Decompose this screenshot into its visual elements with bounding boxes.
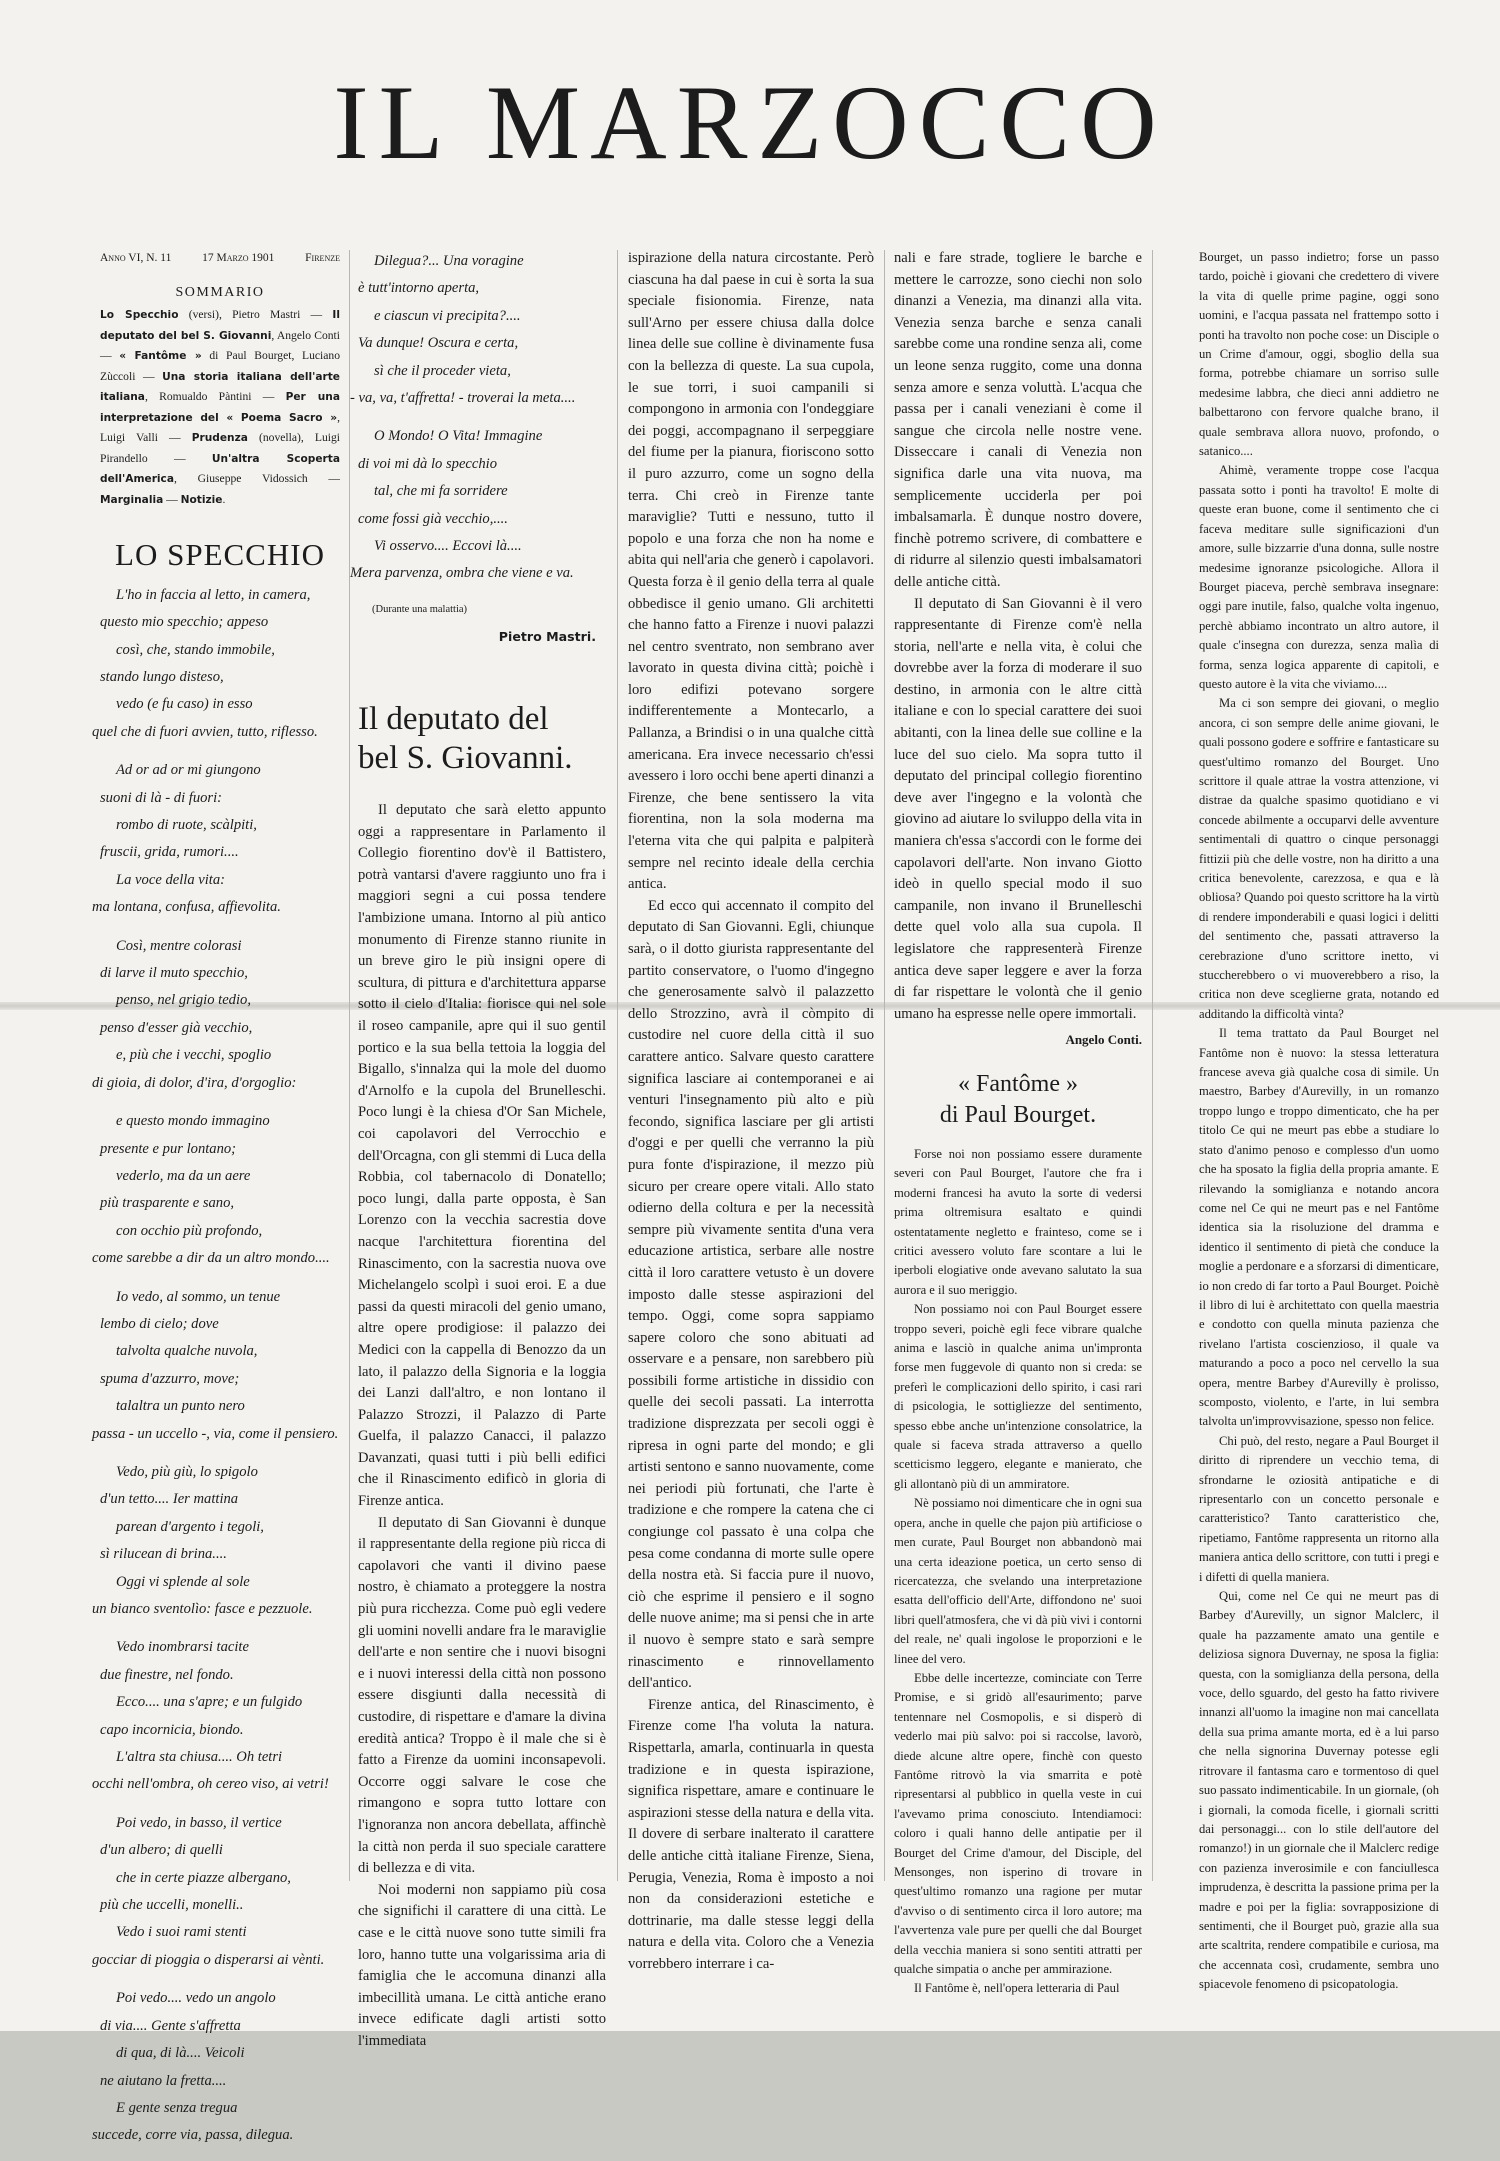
sommario-entry-author: Luigi Pirandello — bbox=[100, 431, 341, 465]
paragraph: Chi può, del resto, negare a Paul Bourget il diritto di riprendere un vecchio tema, di sfrondarne le oziosità antipatiche e di ripresentarlo con un concetto personale e caratteristico? Tanto caratteristico che, ripetiamo, Fantôme rappresenta un ritorno alla maniera antica dello scrittore, con tutti i pregi e i difetti di quella maniera. bbox=[1199, 1433, 1439, 1584]
review-title-line: di Paul Bourget. bbox=[939, 1101, 1097, 1128]
review-body bbox=[894, 1145, 1142, 1999]
sommario-entry-note: , bbox=[271, 328, 277, 342]
sommario-entry-title: Il deputato del bel S. Giovanni bbox=[100, 309, 340, 342]
issue-place: Firenze bbox=[305, 252, 340, 264]
poem-line: L'altra sta chiusa.... Oh tetri bbox=[116, 1749, 283, 1766]
poem-line: Mera parvenza, ombra che viene e va. bbox=[350, 565, 574, 582]
poem-line: di larve il muto specchio, bbox=[100, 965, 248, 982]
poem-line: ne aiutano la fretta.... bbox=[100, 2072, 227, 2089]
poem-line: di gioia, di dolor, d'ira, d'orgoglio: bbox=[92, 1074, 297, 1091]
paragraph: Non possiamo noi con Paul Bourget essere troppo severi, poichè egli fece vibrare qualche anima e lasciò in qualche anima un'impronta forse men fuggevole di quanto non si creda: se preferì le complicazioni dello spirito, i casi rari di psicologia, le sottigliezze del sentimento, spesso ebbe anche un'intenzione consolatrice, la quale si faceva strada attraverso a quello scetticismo leggero, elegante e manierato, che gli allontanò più di un ammiratore. bbox=[894, 1302, 1142, 1491]
sommario-entry-title: Un'altra Scoperta dell'America bbox=[100, 452, 340, 486]
poem-line: che in certe piazze albergano, bbox=[116, 1869, 291, 1886]
issue-date: 17 Marzo 1901 bbox=[202, 252, 275, 264]
poem-stanza bbox=[350, 423, 606, 587]
poem-line: presente e pur lontano; bbox=[100, 1140, 237, 1157]
column-rule bbox=[349, 250, 350, 1881]
poem-stanzas-continued bbox=[350, 248, 606, 588]
poem-stanza bbox=[92, 1459, 340, 1623]
sommario-entry-author: Luciano Zùccoli — bbox=[100, 349, 340, 383]
poem-line: quel che di fuori avvien, tutto, riflesso. bbox=[92, 723, 318, 740]
sommario-entry-title: Una storia italiana dell'arte italiana bbox=[100, 370, 340, 404]
paragraph: Ahimè, veramente troppe cose l'acqua passata sotto i ponti ha travolto! E molte di queste eran buone, come il sentimento che ci faceva meditare sulle significazioni d'un amore, sulle bizzarrie d'una donna, sulle nostre medesime ignoranze psicologiche. Allora il Bourget piaceva, perchè sembrava insegnare: oggi pare inutile, falso, qualche volta ingenuo, perchè abbiamo incontrato un altro autore, il quale c'insegna con durezza, senza malìa di forma, senza logica apparente di capitoli, e questo autore è la vita che viviamo.... bbox=[1199, 463, 1439, 691]
poem-line: passa - un uccello -, via, come il pensiero. bbox=[92, 1425, 339, 1442]
column-1 bbox=[92, 248, 341, 2161]
sommario-entry-note: , bbox=[144, 390, 160, 404]
poem-line: Ad or ad or mi giungono bbox=[116, 762, 261, 779]
poem-stanza bbox=[92, 1985, 340, 2149]
sommario-entry-author: Romualdo Pàntini — bbox=[159, 390, 286, 404]
poem-line: sì rilucean di brina.... bbox=[100, 1546, 227, 1563]
poem-line: tal, che mi fa sorridere bbox=[374, 483, 508, 500]
poem-line: come sarebbe a dir da un altro mondo.... bbox=[92, 1250, 330, 1267]
poem-line: e ciascun vi precipita?.... bbox=[374, 307, 521, 324]
poem-stanza bbox=[92, 1284, 340, 1448]
masthead-title: IL MARZOCCO bbox=[333, 64, 1167, 181]
paragraph: Ed ecco qui accennato il compito del deputato di San Giovanni. Egli, chiunque sarà, o il dotto giurista rappresentante del partito conservatore, o l'uomo d'ingegno che generosamente salvò il palazzetto dello Strozzino, avrà il còmpito di custodire nel cuore della città il suo carattere antico. Salvare questo carattere significa lasciare ai contemporanei e ai venturi l'insegnamento più alto e più fecondo, significa lasciare per gli artisti d'oggi e per quelli che verranno la più pura fonte d'ispirazione, il mezzo più sicuro per creare opere vitali. Allo stato odierno della coltura e per la necessità sempre più vivamente sentita d'una vera educazione artistica, serbare alle nostre città il loro carattere vetusto è un dovere imposto dalle stesse aspirazioni del tempo. Oggi, come sopra sappiamo sapere coloro che sono abituati ad osservare e a pensare, non sarebbero più possibili forme artistiche in dissidio con quelle dei secoli passati. La interrotta tradizione disprezzata per secoli oggi è ripresa in ogni parte del mondo; e gli artisti sentono e sanno nuovamente, come nei periodi più fortunati, che l'arte è tradizione e che rompere la catena che ci congiunge col passato è una colpa che pesa come condanna di morte sulle opere della nostra età. Si faccia pure il nuovo, ciò che esprime il pensiero e il sogno delle nuove anime; ma si pensi che in arte il nuovo è sempre stato e sarà sempre rinascimento e rinnovellamento dell'antico. bbox=[628, 897, 874, 1692]
poem-line: succede, corre via, passa, dilegua. bbox=[92, 2127, 294, 2144]
sommario-entry-note: di Paul Bourget, bbox=[201, 349, 302, 363]
poem-line: E gente senza tregua bbox=[116, 2099, 238, 2116]
poem-stanza bbox=[350, 248, 606, 412]
poem-line: Poi vedo, in basso, il vertice bbox=[116, 1814, 282, 1831]
poem-line: talaltra un punto nero bbox=[116, 1398, 245, 1415]
article-body-continued bbox=[894, 248, 1142, 1025]
poem-stanza bbox=[92, 933, 340, 1097]
sommario-entry-note: (novella), bbox=[247, 431, 315, 445]
poem-line: spuma d'azzurro, move; bbox=[100, 1370, 240, 1387]
sommario-entry-author: Giuseppe Vidossich — bbox=[197, 472, 340, 486]
poem-line: con occhio più profondo, bbox=[116, 1222, 263, 1239]
article-signature: Angelo Conti. bbox=[1065, 1032, 1142, 1048]
poem-line: è tutt'intorno aperta, bbox=[358, 280, 480, 297]
poem-line: occhi nell'ombra, oh cereo viso, ai vetri! bbox=[92, 1776, 329, 1793]
poem-line: vederlo, ma da un aere bbox=[116, 1167, 251, 1184]
sommario-entry-title: Prudenza bbox=[191, 432, 248, 445]
paragraph: Il Fantôme è, nell'opera letteraria di Paul bbox=[914, 1981, 1120, 1996]
review-title-line: « Fantôme » bbox=[958, 1070, 1078, 1097]
poem-line: Io vedo, al sommo, un tenue bbox=[116, 1288, 281, 1305]
sommario-entry-author: Pietro Mastri — bbox=[232, 308, 333, 322]
poem-line: di qua, di là.... Veicoli bbox=[116, 2045, 245, 2062]
sommario-entry-note: — bbox=[163, 492, 181, 506]
poem-line: e, più che i vecchi, spoglio bbox=[116, 1047, 272, 1064]
poem-line: talvolta qualche nuvola, bbox=[116, 1343, 258, 1360]
poem-line: L'ho in faccia al letto, in camera, bbox=[116, 586, 311, 603]
poem-stanza bbox=[92, 757, 340, 921]
poem-line: penso, nel grigio tedio, bbox=[116, 992, 251, 1009]
paragraph: Il deputato che sarà eletto appunto oggi a rappresentare in Parlamento il Collegio fiorentino dov'è il Battistero, potrà vantarsi d'avere raggiunto uno fra i maggiori segni a cui possa tendere l'ambizione umana. Intorno al più antico monumento di Firenze stanno riunite in un breve giro le più insigni opere di scultura, di pittura e d'architettura apparse sotto il cielo d'Italia: fiorisce qui nel sole il roseo campanile, apre qui il suo gentil portico e la sua bella tettoia la loggia del Bigallo, s'innalza qui la mole del duomo d'Arnolfo e la cupola del Brunelleschi. Poco lungi è la chiesa d'Or San Michele, coi capolavori del Verrocchio e dell'Orcagna, con gli stemmi di Luca della Robbia, col tabernacolo di Donatello; poco lungi, dalla parte opposta, è San Lorenzo con la vecchia sacrestia dove nacque l'architettura fiorentina del Rinascimento, con la sacrestia nuova ove Michelangelo scolpì i suoi eroi. E a due passi da questi miracoli del genio umano, altre opere prodigiose: il palazzo dei Medici con la cappella di Benozzo da un lato, il palazzo della Signoria e la loggia dei Lanzi dall'altro, e non lontano il Palazzo Strozzi, il Palazzo di Parte Guelfa, il palazzo Canacci, il palazzo Davanzati, quasi tutti i più belli edifici che il Rinascimento edificò in gloria di Firenze antica. bbox=[358, 802, 606, 1510]
sommario-entry-author: Luigi Valli — bbox=[100, 431, 192, 445]
paragraph: Il tema trattato da Paul Bourget nel Fantôme non è nuovo: la stessa letteratura francese aveva già qualche cosa di simile. Un maestro, Barbey d'Aurevilly, in un romanzo troppo lungo e troppo dimenticato, che ha per titolo Ce qui ne meurt pas ebbe a studiare lo stato d'animo penoso e complesso d'un uomo che ha sposato la figlia della propria amante. E rilevando la somiglianza e notando ancora come nel Ce qui ne meurt pas e nel Fantôme identica sia la risoluzione del dramma e identico il sentimento di pietà che conduce la moglie a perdonare e a sforzarsi di dimenticare, io non credo di far torto a Paul Bourget. Poichè il libro di lui è architettato con quella maestria e condotto con quella minuta pazienza che rivelano l'artista coscienzioso, il quale va maturando a poco a poco nel cervello la sua opera, mentre Barbey d'Aurevilly è prolisso, scomposto, violento, e l'arte, in lui sembra talvolta un'improvvisazione, spesso non felice. bbox=[1199, 1026, 1439, 1429]
review-title bbox=[894, 1069, 1142, 1131]
sommario-list bbox=[100, 305, 340, 510]
poem-line: rombo di ruote, scàlpiti, bbox=[116, 817, 257, 834]
poem-line: penso d'esser già vecchio, bbox=[100, 1019, 253, 1036]
column-rule bbox=[1152, 250, 1153, 1881]
poem-line: stando lungo disteso, bbox=[100, 669, 224, 685]
poem-line: capo incornicia, biondo. bbox=[100, 1721, 244, 1738]
sommario-entry-title: « Fantôme » bbox=[119, 350, 202, 363]
dateline bbox=[100, 248, 340, 270]
sommario-entry-note: , bbox=[337, 410, 340, 424]
poem-line: Vedo, più giù, lo spigolo bbox=[116, 1463, 258, 1480]
poem-stanza bbox=[92, 1810, 340, 1974]
poem-line: di voi mi dà lo specchio bbox=[358, 455, 498, 472]
sommario-entry-title: Marginalia bbox=[100, 493, 164, 506]
poem-line: Poi vedo.... vedo un angolo bbox=[116, 1990, 276, 2007]
poem-line: - va, va, t'affretta! - troverai la meta.... bbox=[350, 390, 576, 407]
paragraph: Il deputato di San Giovanni è dunque il rappresentante della regione più ricca di capolavori che vanti il divino paese nostro, è chiamato a proteggere la nostra più pura ricchezza. Come può egli vedere gli uomini novelli andare fra le maraviglie dell'arte e non sentire che i nuovi bisogni e i nuovi interessi della città non possono essere disgiunti dalla necessità di custodire, di rispettare e d'amare la divina eredità antica? Troppo è il male che si è fatto a Firenze da uomini inconsapevoli. Occorre oggi salvare le cose che rimangono e sopra tutto lottare con l'ignoranza non ancora debellata, affinchè la città non perda il suo speciale carattere di bellezza e di vita. bbox=[358, 1514, 606, 1877]
paragraph: Il deputato di San Giovanni è il vero rappresentante di Firenze com'è nella storia, nell'arte e nella vita, è colui che dovrebbe aver la forza di moderare il suo destino, in armonia con le altre città italiane e con lo special carattere dei suoi abitanti, con la linea delle sue colline e la luce del suo cielo. Ma sopra tutto il deputato del principal collegio fiorentino deve aver l'ingegno e la volontà che giovino ad aiutare lo sviluppo della vita in maniera ch'essa s'accordi con le forme dei capolavori dell'arte. Non invano Giotto ideò in quello special modo il suo campanile, non invano il Brunelleschi dette quel volo alla sua cupola. Il legislatore che rappresenterà Firenze antica deve saper leggere e aver la forza di far rispettare le volontà che il genio umano ha espresse nelle opere immortali. bbox=[894, 595, 1142, 1022]
column-5 bbox=[1199, 248, 1439, 1995]
poem-stanza bbox=[92, 1634, 340, 1798]
poem-line: di via.... Gente s'affretta bbox=[100, 2017, 241, 2034]
sommario-entry-title: Notizie bbox=[180, 493, 223, 506]
paragraph: Qui, come nel Ce qui ne meurt pas di Barbey d'Aurevilly, un signor Malclerc, il quale ha pazzamente amato una gentile e deliziosa signora Duvernay, ne sposa la figlia: questa, con la somiglianza della persona, della voce, dello sguardo, del gesto ha fatto rivivere innanzi all'uomo la imagine non mai cancellata della sua prima amante morta, ed è a lui parso che nella signorina Duvernay potesse egli ritrovare il fantasma caro e tormentoso di quel suo passato indimenticabile. In un giornale, (oh i giornali, la comoda ficelle, i giornali scritti dai personaggi... con lo stile dell'autore del romanzo!) in un giornale che il Malclerc redige con pazienza inverosimile e con fanciullesca imprudenza, è descritta la passione prima per la madre e poi per la figlia: sovrapposizione di sentimenti, che il Bourget può, grazie alla sua arte scaltrita, rendere compatibile e curiosa, ma che accennata così, crudamente, sembra uno spiacevole fenomeno di psicopatologia. bbox=[1199, 1589, 1439, 1992]
poem-author: Pietro Mastri. bbox=[498, 629, 596, 645]
poem-line: questo mio specchio; appeso bbox=[100, 614, 269, 631]
poem-stanza bbox=[92, 582, 340, 746]
sommario-entry-note: , bbox=[173, 472, 198, 486]
poem-line: sì che il proceder vieta, bbox=[374, 362, 511, 379]
poem-title: LO SPECCHIO bbox=[115, 537, 325, 573]
article-body bbox=[358, 800, 606, 2052]
column-rule bbox=[884, 250, 885, 1881]
poem-stanzas bbox=[92, 582, 340, 2150]
poem-line: Dilegua?... Una voragine bbox=[374, 253, 524, 269]
column-rule bbox=[617, 250, 618, 1881]
poem-line: come fossi già vecchio,.... bbox=[358, 510, 508, 527]
poem-line: vedo (e fu caso) in esso bbox=[116, 696, 253, 713]
sommario-entry-author: Angelo Conti — bbox=[100, 328, 340, 363]
poem-line: gocciar di pioggia o disperarsi ai vènti. bbox=[92, 1951, 325, 1968]
sommario-entry-title: Lo Specchio bbox=[100, 309, 179, 322]
poem-line: così, che, stando immobile, bbox=[116, 641, 275, 658]
paragraph: Forse noi non possiamo essere duramente severi con Paul Bourget, l'autore che fra i moderni francesi ha avuto la sorte di vedersi prima oltremisura esaltato e quindi ostentatamente negletto e frainteso, come se i critici avessero voluto fare scontare a lui le iperboli elogiative onde avevano salutato la sua aurora e il suo meriggio. bbox=[894, 1146, 1142, 1297]
poem-stanza bbox=[92, 1108, 340, 1272]
column-3 bbox=[628, 248, 874, 1976]
poem-line: ma lontana, confusa, affievolita. bbox=[92, 899, 281, 916]
poem-line: un bianco sventolìo: fasce e pezzuole. bbox=[92, 1601, 313, 1617]
review-body-continued bbox=[1199, 248, 1439, 1995]
poem-line: Vedo i suoi rami stenti bbox=[116, 1924, 247, 1941]
poem-line: O Mondo! O Vita! Immagine bbox=[374, 428, 543, 445]
poem-note: (Durante una malattia) bbox=[372, 603, 468, 615]
paragraph: Firenze antica, del Rinascimento, è Firenze come l'ha voluta la natura. Rispettarla, amarla, continuarla in questa tradizione e in questa ispirazione, significa rispettare, amare e continuare le aspirazioni stesse della natura e della vita. Il dovere di serbare inalterato il carattere delle antiche città italiane Firenze, Siena, Perugia, Venezia, Roma è imposto a noi non da considerazioni estetiche e dottrinarie, ma dalle stesse leggi della natura e della vita. Coloro che a Venezia vorrebbero interrare i ca- bbox=[628, 1696, 874, 1972]
article-body-continued bbox=[628, 248, 874, 1976]
poem-line: più che uccelli, monelli.. bbox=[100, 1897, 244, 1914]
poem-line: lembo di cielo; dove bbox=[100, 1315, 219, 1332]
poem-line: più trasparente e sano, bbox=[100, 1195, 235, 1212]
sommario-entry-note: (versi), bbox=[178, 308, 233, 322]
paragraph: Ebbe delle incertezze, cominciate con Terre Promise, e si gridò all'esaurimento; parve tentennare nel Cosmopolis, e si disperò di vederlo mai più salvo: poi si raccolse, lavorò, diede alcune altre opere, finchè con questo Fantôme ritrovò la via smarrita e potè ripresentarsi al pubblico in quella veste in cui l'avevamo prima conosciuto. Intendiamoci: coloro i quali hanno delle antipatie per il Bourget del Crime d'amour, del Disciple, del Mensonges, non isperino di trovare in quest'ultimo romanzo una ragione per mutar d'avviso o di sentimento circa il loro autore; ma l'avvertenza vale pure per quelli che dal Bourget della vecchia maniera si sono sentiti attratti per qualche simpatia o anche per ammirazione. bbox=[894, 1670, 1142, 1977]
poem-line: Oggi vi splende al sole bbox=[116, 1573, 250, 1590]
poem-line: Vi osservo.... Eccovi là.... bbox=[374, 538, 522, 555]
sommario-title: SOMMARIO bbox=[175, 284, 265, 300]
paragraph: nali e fare strade, togliere le barche e mettere le carrozze, sono ciechi non solo dinanzi a Venezia, ma dinanzi alla vita. Venezia senza barche e senza canali sarebbe come una rondine senza ali, come un leone senza ruggito, come una donna senza amore e senza voluttà. L'acqua che passa per i canali veneziani è come il sangue che circola nelle nostre vene. Disseccare i canali di Venezia non significa darle una vita nuova, ma semplicemente ucciderla per poi imbalsamarla. È dunque nostro dovere, finchè potremo scrivere, di combattere e di ridurre al silenzio questi imbalsamatori delle antiche città. bbox=[894, 250, 1142, 590]
poem-line: e questo mondo immagino bbox=[116, 1113, 270, 1130]
poem-line: La voce della vita: bbox=[116, 871, 226, 888]
paragraph: ispirazione della natura circostante. Però ciascuna ha dal paese in cui è sorta la sua speciale fisionomia. Firenze, nata sull'Arno per essere chiusa dalla dolce linea delle sue colline è divinamente fusa con la bellezza di queste. La sua cupola, le sue torri, i suoi campanili si compongono in armonia con l'ondeggiare dei poggi, accompagnano il serpeggiare del fiume per la pianura, fioriscono sotto il puro azzurro, come un sogno della terra. Chi creò in Firenze tante maraviglie? Tutti e nessuno, tutto il popolo e una forza che non ha nome e abita qui nell'aria che generò i capolavori. Questa forza è il genio della terra al quale obbediscе il genio umano. Gli architetti che hanno fatto a Firenze i nuovi palazzi nel centro sventrato, non sembrano aver lavorato in questa divina città; poichè i loro edifizi potevano sorgere indifferentemente a Montecarlo, a Pallanza, a Brindisi o in una qualche città americana. Era invece necessario ch'essi avessero i loro occhi bene aperti dinanzi a Firenze, che bene sentissero la vita fiorentina, non la sola moderna ma l'eterna vita che qui palpita e palpiterà sempre nel recinto ideale della cerchia antica. bbox=[628, 250, 874, 893]
paragraph: Ma ci son sempre dei giovani, o meglio ancora, ci son sempre delle anime giovani, le quali possono godere e soffrire e fantasticare su quest'ultimo romanzo del Bourget. Uno scrittore il quale attrae la vostra attenzione, vi distrae da qualche spasimo quotidiano e vi concede abilmente a occuparvi delle avventure sentimentali di quattro o cinque personaggi fittizii più che delle vostre, non ha diritto a una critica benevolente, carezzosa, e qua e là obliosa? Quando poi questo scrittore ha la virtù di rendere imponderabili e quasi logici i delitti del sentimento che, passati attraverso la cerebrazione d'uno scrittore inetto, vi stuccherebbero o vi muoverebbero a riso, la critica non deve sceglierne grata, notando ed additando la difficoltà vinta? bbox=[1199, 696, 1440, 1021]
poem-line: fruscii, grida, rumori.... bbox=[100, 844, 239, 861]
poem-line: Ecco.... una s'apre; e un fulgido bbox=[116, 1694, 303, 1711]
article-title bbox=[358, 700, 606, 778]
poem-line: d'un albero; di quelli bbox=[100, 1842, 223, 1859]
article-title-line: Il deputato del bbox=[358, 701, 549, 738]
poem-line: due finestre, nel fondo. bbox=[100, 1666, 234, 1683]
poem-line: Vedo inombrarsi tacite bbox=[116, 1639, 249, 1656]
poem-line: suoni di là - di fuori: bbox=[100, 789, 223, 806]
paragraph: Bourget, un passo indietro; forse un passo tardo, poichè i giovani che credettero di vivere la vita di quelle prime pagine, oggi sono uomini, e l'acqua passata nel frattempo sotto i ponti ha travolto non poche cose: un Disciple o un Crime d'amour, oggi, sboglio della sua forma, potrebbe chiamare un sorriso sulle medesime labbra, che dieci anni addietro ne balbettarono con fervore qualche brano, il quale sembrava allora nuovo, profondo, o satanico.... bbox=[1199, 250, 1439, 459]
paragraph: Nè possiamo noi dimenticare che in ogni sua opera, anche in quelle che pajon più artificiose o men curate, Paul Bourget non abbandonò mai una certa ideazione poetica, un certo senso di ricercatezza, che svelando una interpretazione esatta dell'officio dell'Arte, diffondono ne' suoi libri quell'atmosfera, che vi dà più vivi i contorni del reale, ne' quali ingolose le proporzioni e le linee del vero. bbox=[894, 1496, 1142, 1666]
issue-number: Anno VI, N. 11 bbox=[100, 252, 172, 264]
article-title-line: bel S. Giovanni. bbox=[358, 740, 573, 777]
sommario-entry-note: . bbox=[222, 492, 226, 506]
sommario-entry-title: Per una interpretazione del « Poema Sacro » bbox=[100, 391, 340, 424]
poem-line: d'un tetto.... Ier mattina bbox=[100, 1491, 239, 1508]
column-2 bbox=[350, 248, 606, 2053]
column-4 bbox=[894, 248, 1142, 1999]
paragraph: Noi moderni non sappiamo più cosa che significhi il carattere di una città. Le case e le città nuove sono tutte simili fra loro, hanno tutte una volgarissima aria di famiglia che le accomuna dinanzi alla imbecillità umana. Le città antiche erano invece edificate dagli artisti sotto l'immediata bbox=[358, 1881, 606, 2049]
poem-line: Va dunque! Oscura e certa, bbox=[358, 335, 519, 352]
poem-line: parean d'argento i tegoli, bbox=[116, 1518, 264, 1535]
poem-line: Così, mentre colorasi bbox=[116, 937, 242, 954]
